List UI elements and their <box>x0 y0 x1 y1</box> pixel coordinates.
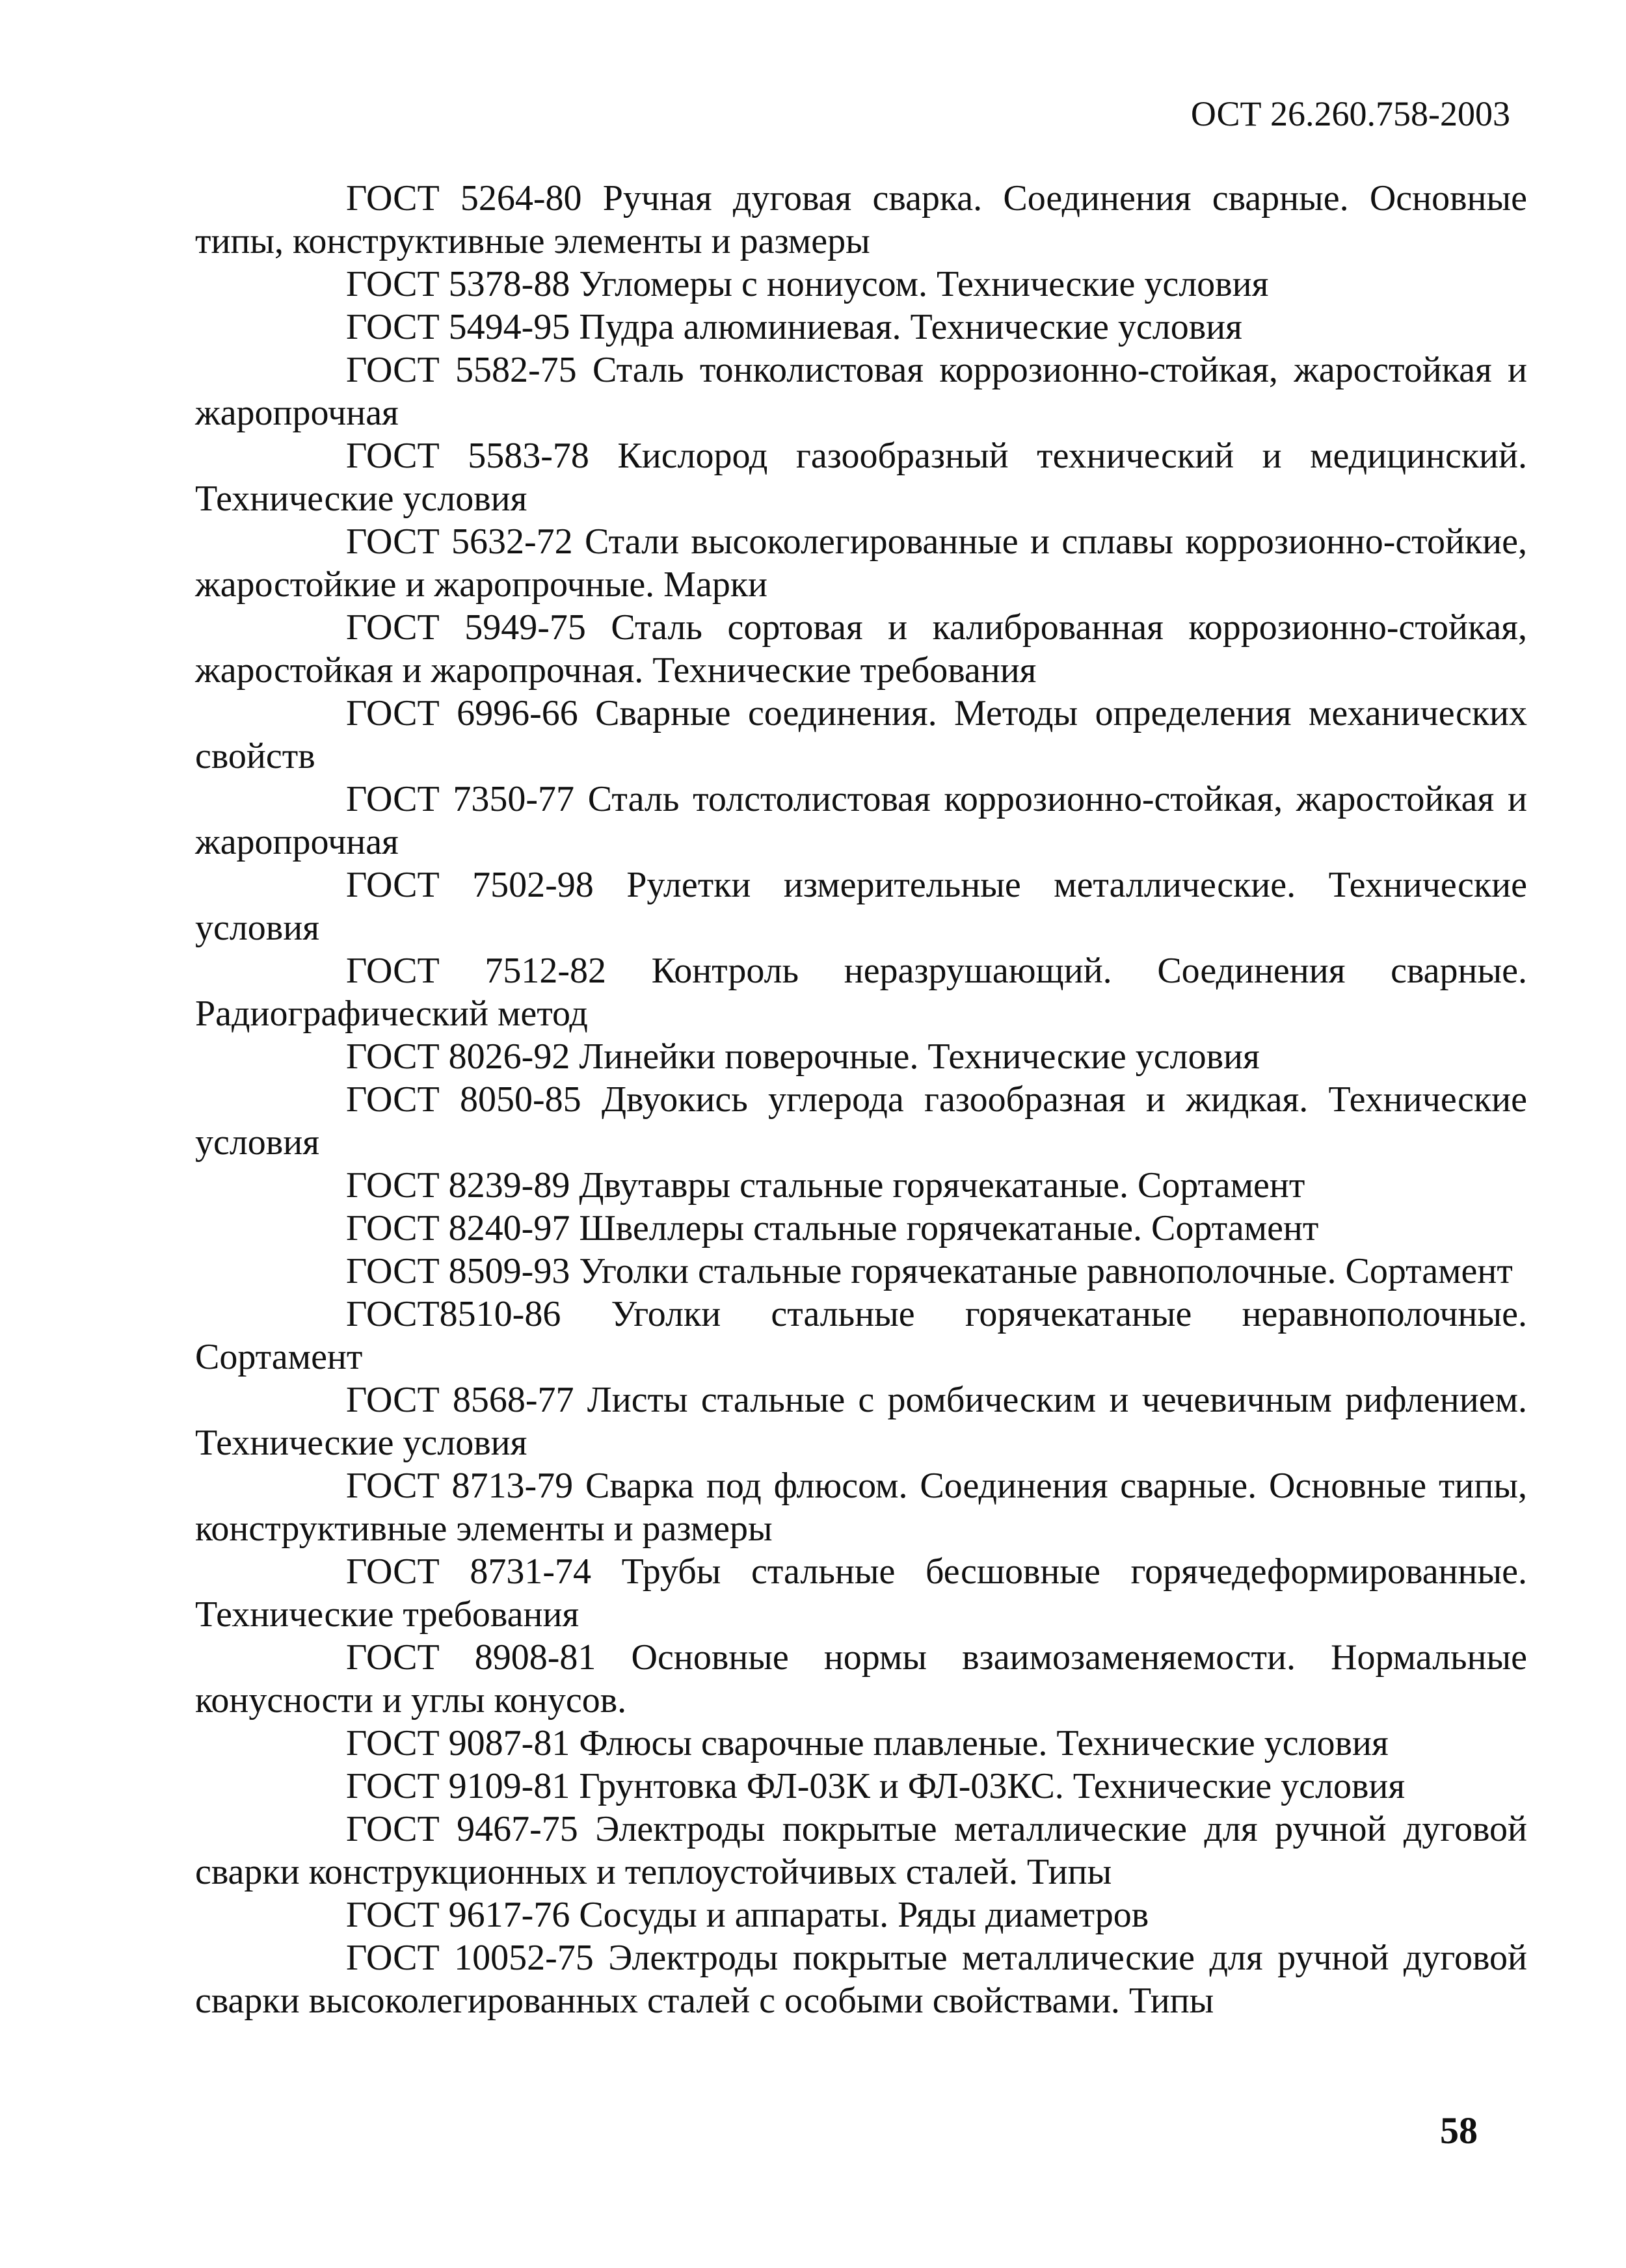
reference-item: ГОСТ 5583-78 Кислород газообразный технический и медицинский. Технические условия <box>195 436 1527 519</box>
reference-item: ГОСТ 8240-97 Швеллеры стальные горячекатаные. Сортамент <box>346 1208 1319 1248</box>
reference-item: ГОСТ 8731-74 Трубы стальные бесшовные горячедеформированные. Технические требования <box>195 1551 1527 1635</box>
reference-item: ГОСТ 8509-93 Уголки стальные горячекатаные равнополочные. Сортамент <box>346 1251 1513 1291</box>
reference-item: ГОСТ 9087-81 Флюсы сварочные плавленые. Технические условия <box>346 1723 1389 1763</box>
reference-item: ГОСТ 5949-75 Сталь сортовая и калиброванная коррозионно-стойкая, жаростойкая и жаропрочная. Технические требования <box>195 607 1527 691</box>
reference-item: ГОСТ8510-86 Уголки стальные горячекатаные неравнополочные. Сортамент <box>195 1294 1527 1377</box>
reference-list <box>195 177 1527 2022</box>
reference-item: ГОСТ 9109-81 Грунтовка ФЛ-03К и ФЛ-03КС. Технические условия <box>346 1766 1406 1806</box>
document-code: ОСТ 26.260.758-2003 <box>1190 94 1510 133</box>
reference-item: ГОСТ 10052-75 Электроды покрытые металлические для ручной дуговой сварки высоколегированных сталей с особыми свойствами. Типы <box>195 1938 1527 2021</box>
reference-item: ГОСТ 7502-98 Рулетки измерительные металлические. Технические условия <box>195 865 1527 948</box>
reference-item: ГОСТ 7350-77 Сталь толстолистовая коррозионно-стойкая, жаростойкая и жаропрочная <box>195 779 1527 862</box>
reference-item: ГОСТ 5632-72 Стали высоколегированные и сплавы коррозионно-стойкие, жаростойкие и жаропрочные. Марки <box>195 521 1527 605</box>
page-number: 58 <box>1440 2109 1478 2152</box>
reference-item: ГОСТ 7512-82 Контроль неразрушающий. Соединения сварные. Радиографический метод <box>195 951 1527 1034</box>
reference-item: ГОСТ 5264-80 Ручная дуговая сварка. Соединения сварные. Основные типы, конструктивные элементы и размеры <box>195 178 1527 261</box>
reference-item: ГОСТ 9467-75 Электроды покрытые металлические для ручной дуговой сварки конструкционных и теплоустойчивых сталей. Типы <box>195 1809 1527 1892</box>
reference-item: ГОСТ 8908-81 Основные нормы взаимозаменяемости. Нормальные конусности и углы конусов. <box>195 1637 1527 1721</box>
reference-item: ГОСТ 5494-95 Пудра алюминиевая. Технические условия <box>346 307 1242 347</box>
reference-item: ГОСТ 6996-66 Сварные соединения. Методы определения механических свойств <box>195 693 1527 776</box>
reference-item: ГОСТ 8026-92 Линейки поверочные. Технические условия <box>346 1036 1260 1077</box>
reference-item: ГОСТ 5582-75 Сталь тонколистовая коррозионно-стойкая, жаростойкая и жаропрочная <box>195 350 1527 433</box>
reference-item: ГОСТ 9617-76 Сосуды и аппараты. Ряды диаметров <box>346 1895 1149 1935</box>
reference-item: ГОСТ 8568-77 Листы стальные с ромбическим и чечевичным рифлением. Технические условия <box>195 1380 1527 1463</box>
reference-item: ГОСТ 5378-88 Угломеры с нониусом. Технические условия <box>346 264 1269 304</box>
reference-item: ГОСТ 8050-85 Двуокись углерода газообразная и жидкая. Технические условия <box>195 1079 1527 1163</box>
reference-item: ГОСТ 8239-89 Двутавры стальные горячекатаные. Сортамент <box>346 1165 1305 1206</box>
reference-item: ГОСТ 8713-79 Сварка под флюсом. Соединения сварные. Основные типы, конструктивные элементы и размеры <box>195 1466 1527 1549</box>
